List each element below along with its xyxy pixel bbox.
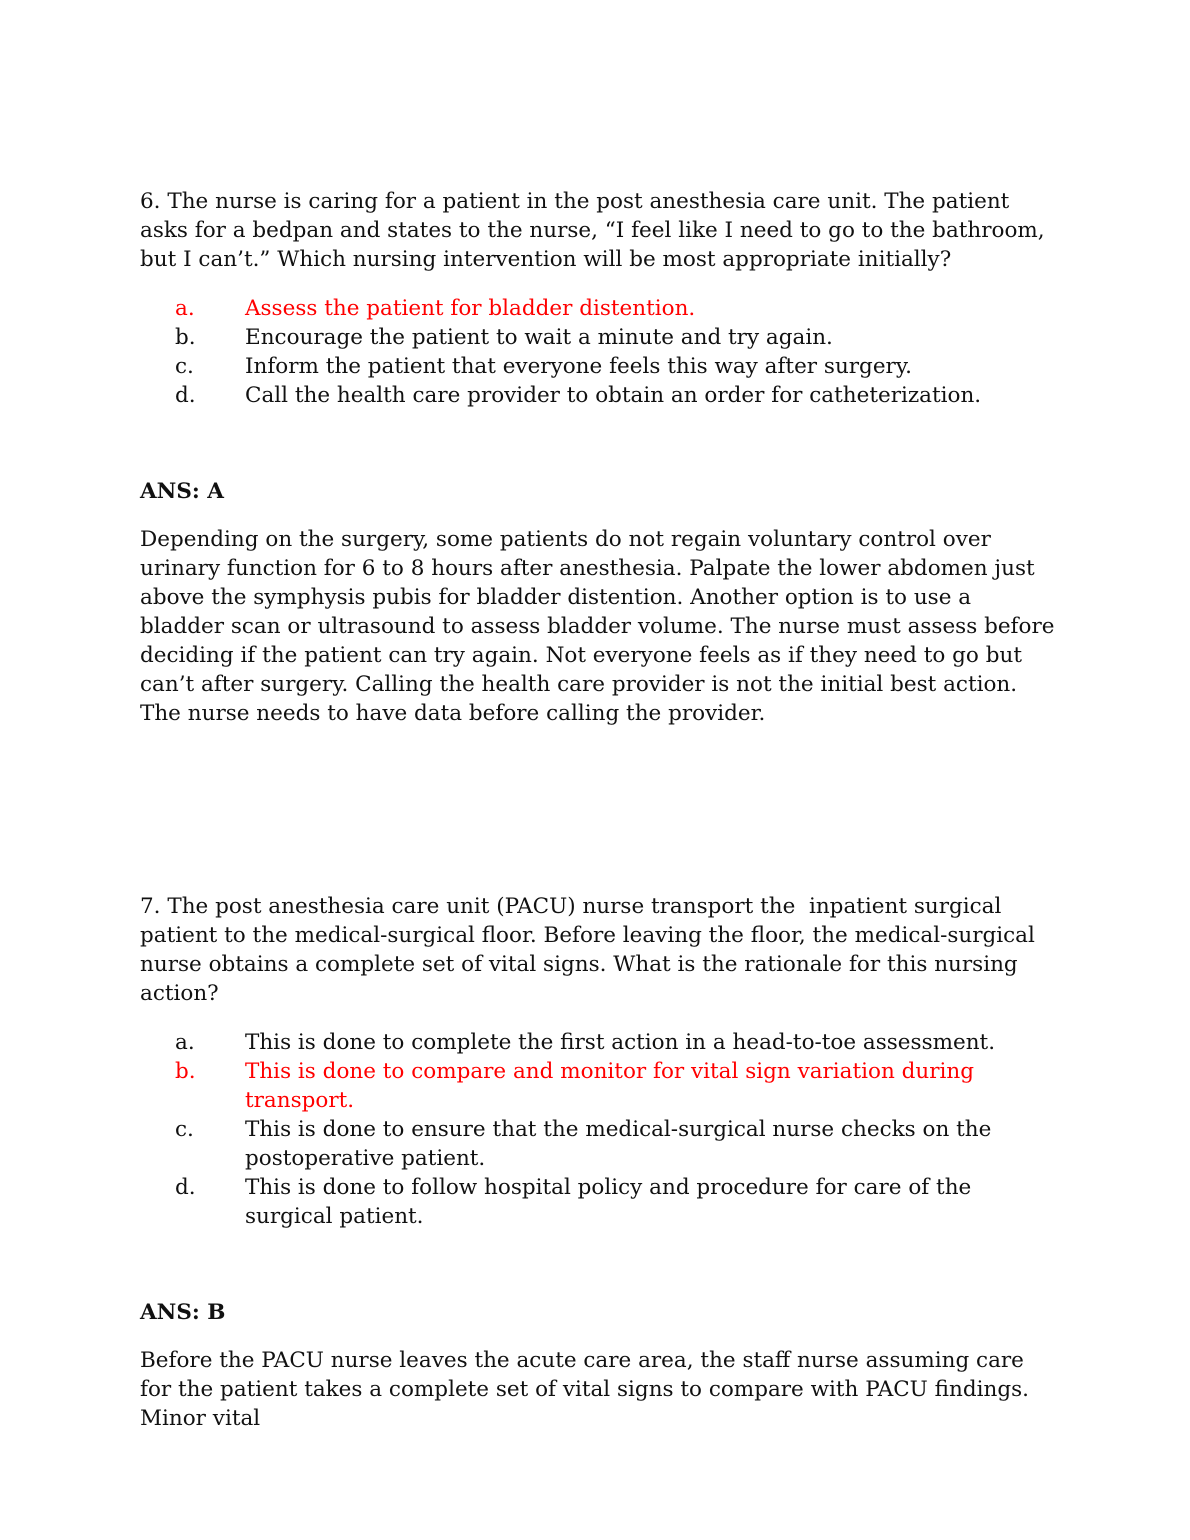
- option-c: [140, 352, 1060, 381]
- option-letter: c.: [175, 354, 194, 379]
- option-text: This is done to follow hospital policy and procedure for care of the surgical patient.: [245, 1175, 972, 1229]
- option-letter: b.: [175, 1059, 196, 1084]
- document-page: [140, 187, 1060, 1433]
- option-text: Call the health care provider to obtain an order for catheterization.: [245, 383, 982, 408]
- option-text: Assess the patient for bladder distention.: [245, 296, 696, 321]
- option-text: Inform the patient that everyone feels this way after surgery.: [245, 354, 912, 379]
- option-list: [140, 294, 1060, 410]
- option-d: [140, 381, 1060, 410]
- option-a-correct: [140, 294, 1060, 323]
- option-b-correct: [140, 1057, 1060, 1115]
- option-letter: c.: [175, 1117, 194, 1142]
- option-letter: a.: [175, 1030, 195, 1055]
- question-6: [140, 187, 1060, 728]
- option-letter: d.: [175, 383, 196, 408]
- answer-key: ANS: B: [140, 1300, 226, 1325]
- option-a: [140, 1028, 1060, 1057]
- option-letter: b.: [175, 325, 196, 350]
- option-letter: d.: [175, 1175, 196, 1200]
- option-b: [140, 323, 1060, 352]
- option-c: [140, 1115, 1060, 1173]
- rationale: Depending on the surgery, some patients do not regain voluntary control over urinary function for 6 to 8 hours after anesthesia. Palpate the lower abdomen just above the symphysis pubis for bladder distention. Another option is to use a bladder scan or ultrasound to assess bladder volume. The nurse must assess before deciding if the patient can try again. Not everyone feels as if they need to go but can’t after surgery. Calling the health care provider is not the initial best action. The nurse needs to have data before calling the provider.: [140, 527, 1062, 726]
- question-stem: 6. The nurse is caring for a patient in the post anesthesia care unit. The patient asks for a bedpan and states to the nurse, “I feel like I need to go to the bathroom, but I can’t.” Which nursing intervention will be most appropriate initially?: [140, 189, 1052, 272]
- option-text: This is done to complete the first action in a head-to-toe assessment.: [245, 1030, 996, 1055]
- question-stem: 7. The post anesthesia care unit (PACU) nurse transport the inpatient surgical patient to the medical-surgical floor. Before leaving the floor, the medical-surgical nurse obtains a complete set of vital signs. What is the rationale for this nursing action?: [140, 894, 1042, 1006]
- answer-key: ANS: A: [140, 479, 224, 504]
- rationale: Before the PACU nurse leaves the acute care area, the staff nurse assuming care for the patient takes a complete set of vital signs to compare with PACU findings. Minor vital: [140, 1348, 1036, 1431]
- question-7: [140, 892, 1060, 1433]
- option-text: This is done to ensure that the medical-surgical nurse checks on the postoperative patient.: [245, 1117, 992, 1171]
- option-text: This is done to compare and monitor for vital sign variation during transport.: [245, 1059, 975, 1113]
- option-text: Encourage the patient to wait a minute and try again.: [245, 325, 833, 350]
- option-letter: a.: [175, 296, 195, 321]
- option-list: [140, 1028, 1060, 1231]
- option-d: [140, 1173, 1060, 1231]
